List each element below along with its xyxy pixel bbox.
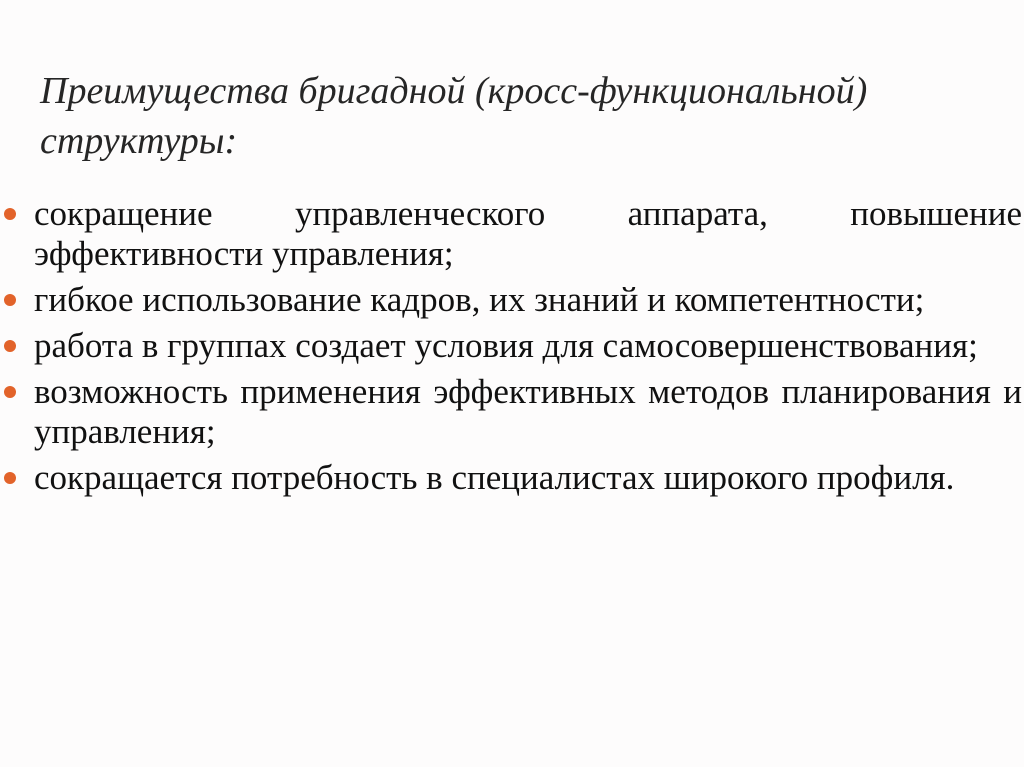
list-item-text: сокращение управленческого аппарата, повышение эффективности управления; <box>34 194 1022 273</box>
bullet-icon <box>4 340 16 352</box>
list-item-text: возможность применения эффективных методов планирования и управления; <box>34 372 1022 451</box>
bullet-icon <box>4 472 16 484</box>
bullet-icon <box>4 386 16 398</box>
bullet-icon <box>4 294 16 306</box>
bullet-icon <box>4 208 16 220</box>
list-item <box>4 280 1022 320</box>
list-item <box>4 458 1022 498</box>
list-item-text: гибкое использование кадров, их знаний и компетентности; <box>34 280 925 319</box>
list-item <box>4 372 1022 452</box>
list-item-text: работа в группах создает условия для самосовершенствования; <box>34 326 978 365</box>
advantages-list <box>4 194 1022 504</box>
list-item-text: сокращается потребность в специалистах широкого профиля. <box>34 458 955 497</box>
list-item <box>4 326 1022 366</box>
slide-title: Преимущества бригадной (кросс-функциональной) структуры: <box>40 70 868 162</box>
list-item <box>4 194 1022 274</box>
